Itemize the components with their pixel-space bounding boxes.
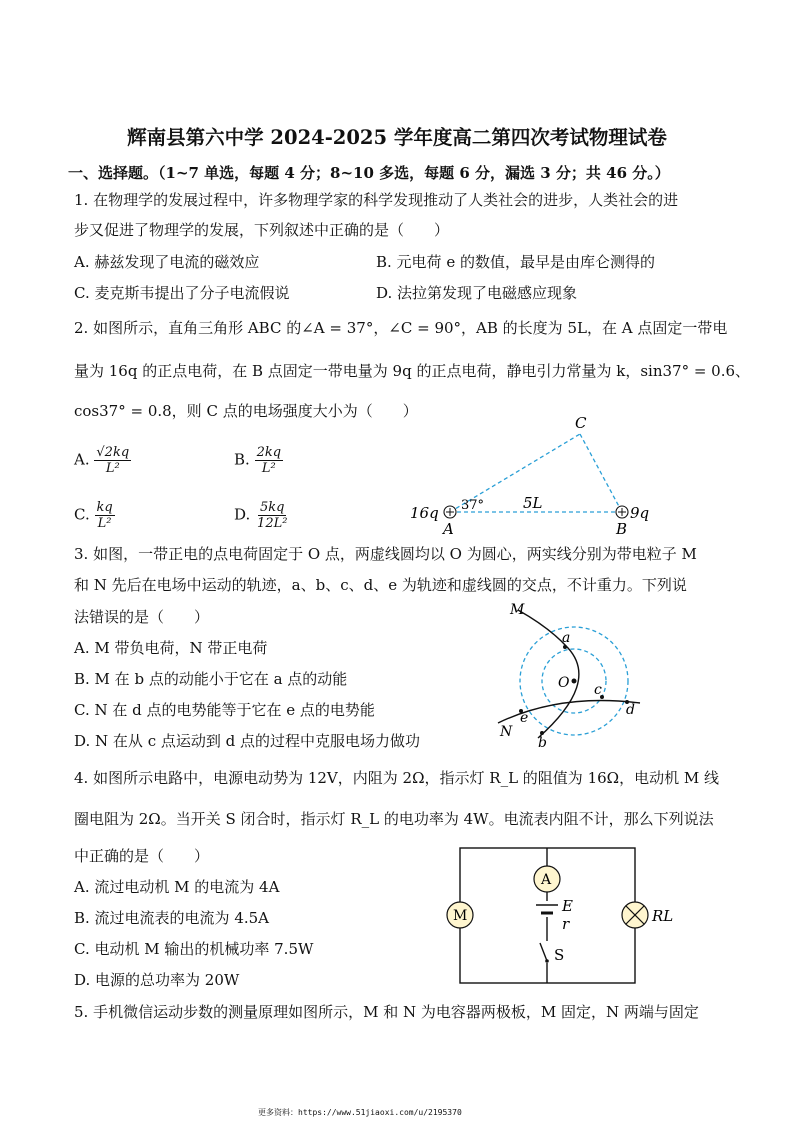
q4-stem-line1: 4. 如图所示电路中，电源电动势为 12V，内阻为 2Ω，指示灯 R_L 的阻值为 16Ω，电动机 M 线 — [74, 769, 719, 787]
q1-option-a: A. 赫兹发现了电流的磁效应 — [74, 253, 260, 271]
q3-stem-line2: 和 N 先后在电场中运动的轨迹，a、b、c、d、e 为轨迹和虚线圆的交点，不计重力。下列说 — [74, 576, 687, 594]
q3-option-d: D. N 在从 c 点运动到 d 点的过程中克服电场力做功 — [74, 732, 420, 750]
motor-icon — [447, 902, 473, 928]
q2-stem-line3: cos37° = 0.8，则 C 点的电场强度大小为（ ） — [74, 402, 418, 420]
label-c: C — [575, 414, 587, 432]
q4-option-a: A. 流过电动机 M 的电流为 4A — [74, 878, 280, 896]
q3-option-c: C. N 在 d 点的电势能等于它在 e 点的电势能 — [74, 701, 375, 719]
q4-circuit-figure — [440, 843, 690, 991]
q2-stem-line2: 量为 16q 的正点电荷，在 B 点固定一带电量为 9q 的正点电荷，静电引力常量为 k，sin37° = 0.6、 — [74, 362, 751, 380]
q2-option-d: D. $\frac{5kq}{\text{12L²}}$ — [234, 500, 288, 531]
q4-option-d: D. 电源的总功率为 20W — [74, 971, 240, 989]
q4-stem-line3: 中正确的是（ ） — [74, 847, 210, 865]
q4-option-c: C. 电动机 M 输出的机械功率 7.5W — [74, 940, 314, 958]
label-s: S — [554, 946, 565, 964]
q2-option-a: A. $\frac{√2kq}{\text{L²}}$ — [74, 445, 130, 476]
q2-option-c: C. $\frac{kq}{\text{L²}}$ — [74, 500, 113, 531]
label-side: 5L — [523, 494, 543, 512]
q4-stem-line2: 圈电阻为 2Ω。当开关 S 闭合时，指示灯 R_L 的电功率为 4W。电流表内阻不计，那么下列说法 — [74, 810, 714, 828]
side-cb — [580, 434, 622, 512]
svg-text:A: A — [541, 872, 552, 888]
label-charge-a: 16q — [410, 504, 439, 522]
battery-icon — [535, 901, 559, 917]
q3-option-a: A. M 带负电荷，N 带正电荷 — [74, 639, 268, 657]
label-e: e — [520, 710, 529, 726]
q3-stem-line3: 法错误的是（ ） — [74, 608, 210, 626]
q2-triangle-figure — [405, 412, 665, 542]
q2-option-b: B. $\frac{2kq}{\text{L²}}$ — [234, 445, 282, 476]
q4-option-b: B. 流过电流表的电流为 4.5A — [74, 909, 270, 927]
q5-stem-line1: 5. 手机微信运动步数的测量原理如图所示，M 和 N 为电容器两极板，M 固定，N 两端与固定 — [74, 1003, 699, 1021]
charge-a-icon — [444, 506, 456, 518]
label-m: M — [510, 602, 525, 618]
label-charge-b: 9q — [630, 504, 650, 522]
label-c: c — [594, 682, 602, 698]
lamp-icon — [622, 902, 648, 928]
q3-field-figure — [490, 598, 650, 753]
label-a: a — [562, 630, 571, 646]
label-angle: 37° — [461, 498, 485, 513]
q1-option-d: D. 法拉第发现了电磁感应现象 — [376, 284, 578, 302]
section-heading: 一、选择题。（1~7 单选，每题 4 分；8~10 多选，每题 6 分，漏选 3 分；共 46 分。） — [68, 164, 670, 182]
switch-icon — [540, 941, 554, 963]
label-r: r — [562, 915, 570, 933]
label-n: N — [500, 724, 513, 740]
q1-stem-line2: 步又促进了物理学的发展，下列叙述中正确的是（ ） — [74, 221, 450, 239]
q3-stem-line1: 3. 如图，一带正电的点电荷固定于 O 点，两虚线圆均以 O 为圆心，两实线分别为带电粒子 M — [74, 545, 697, 563]
q1-stem-line1: 1. 在物理学的发展过程中，许多物理学家的科学发现推动了人类社会的进步，人类社会的进 — [74, 191, 679, 209]
label-a: A — [443, 520, 454, 538]
q1-option-c: C. 麦克斯韦提出了分子电流假说 — [74, 284, 290, 302]
svg-text:M: M — [453, 908, 468, 924]
point-o — [572, 679, 577, 684]
charge-b-icon — [616, 506, 628, 518]
label-rl: RL — [652, 907, 674, 925]
q1-option-b: B. 元电荷 e 的数值，最早是由库仑测得的 — [376, 253, 655, 271]
label-b: B — [616, 520, 628, 538]
label-b: b — [538, 735, 547, 751]
ammeter-icon — [534, 866, 560, 892]
label-d: d — [626, 702, 635, 718]
label-e: E — [562, 897, 573, 915]
q3-option-b: B. M 在 b 点的动能小于它在 a 点的动能 — [74, 670, 348, 688]
label-o: O — [558, 675, 570, 691]
footer-link[interactable]: 更多资料：https://www.51jiaoxi.com/u/2195370 — [258, 1108, 462, 1117]
exam-title: 辉南县第六中学 2024-2025 学年度高二第四次考试物理试卷 — [127, 126, 667, 149]
q2-stem-line1: 2. 如图所示，直角三角形 ABC 的∠A = 37°，∠C = 90°，AB 的长度为 5L，在 A 点固定一带电 — [74, 319, 728, 337]
